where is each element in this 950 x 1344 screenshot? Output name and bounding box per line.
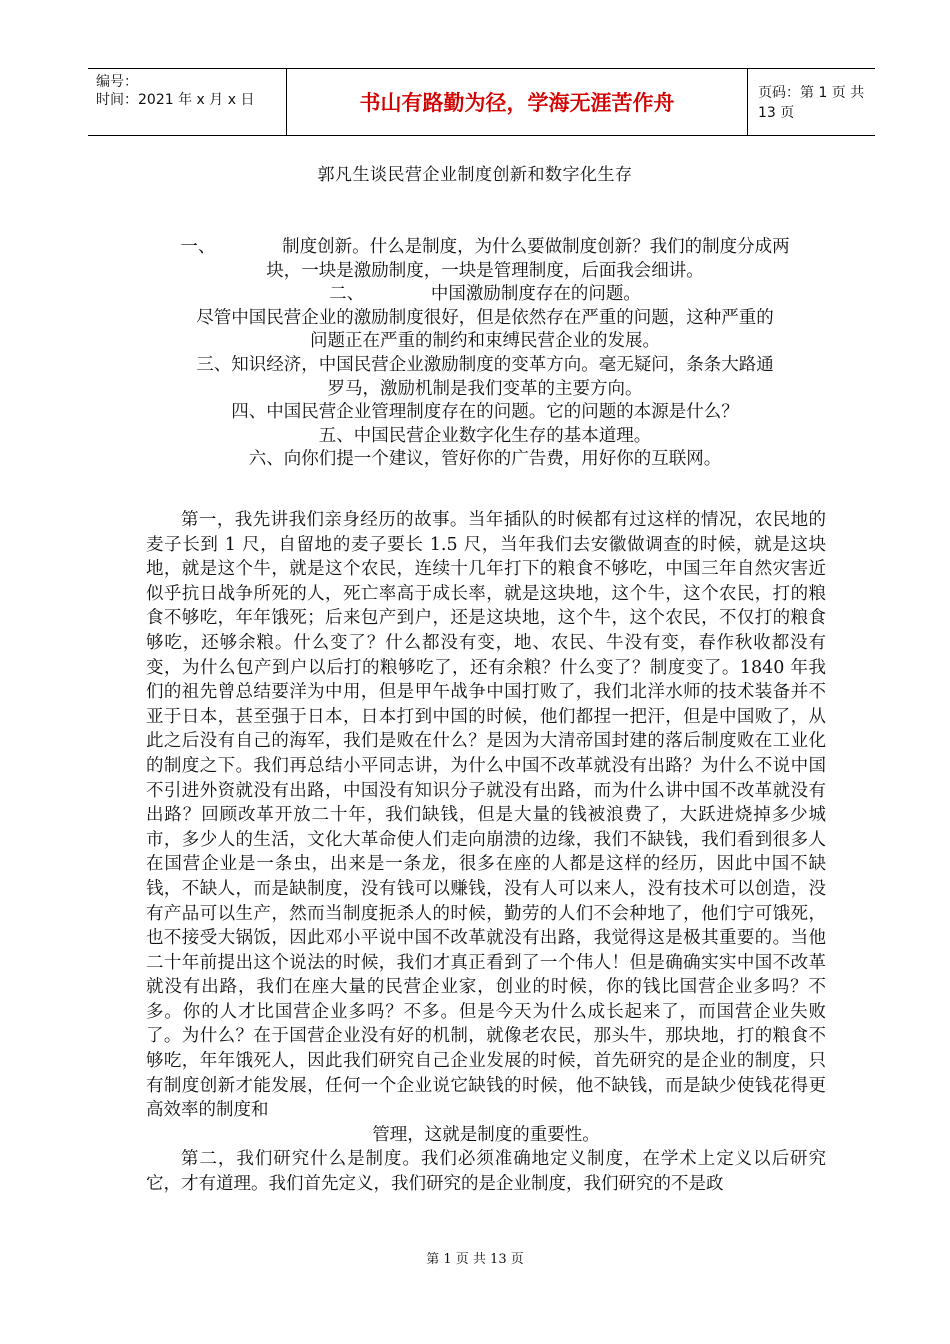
paragraph-1: 第一，我先讲我们亲身经历的故事。当年插队的时候都有过这样的情况，农民地的麦子长到 1 尺，自留地的麦子要长 1.5 尺，当年我们去安徽做调查的时候，就是这块地，就是这个牛，就是这个农民，连续十几年打下的粮食不够吃，中国三年自然灾害近似乎抗日战争所死的人，死亡率高于成长率，就是这块地，这个牛，这个农民，打的粮食不够吃，年年饿死；后来包产到户，还是这块地，这个牛，这个农民，不仅打的粮食够吃，还够余粮。什么变了？什么都没有变，地、农民、牛没有变，春作秋收都没有变，为什么包产到户以后打的粮够吃了，还有余粮？什么变了？制度变了。1840 年我们的祖先曾总结要洋为中用，但是甲午战争中国打败了，我们北洋水师的技术装备并不亚于日本，甚至强于日本，日本打到中国的时候，他们都捏一把汗，但是中国败了，从此之后没有自己的海军，我们是败在什么？是因为大清帝国封建的落后制度败在工业化的制度之下。我们再总结小平同志讲，为什么中国不改革就没有出路？为什么不说中国不引进外资就没有出路，中国没有知识分子就没有出路，而为什么讲中国不改革就没有出路？回顾改革开放二十年，我们缺钱，但是大量的钱被浪费了，大跃进烧掉多少城市，多少人的生活，文化大革命使人们走向崩溃的边缘，我们不缺钱，我们看到很多人在国营企业是一条虫，出来是一条龙，很多在座的人都是这样的经历，因此中国不缺钱，不缺人，而是缺制度，没有钱可以赚钱，没有人可以来人，没有技术可以创造，没有产品可以生产，然而当制度扼杀人的时候，勤劳的人们不会种地了，他们宁可饿死，也不接受大锅饭，因此邓小平说中国不改革就没有出路，我觉得这是极其重要的。当他二十年前提出这个说法的时候，我们才真正看到了一个伟人！但是确确实实中国不改革就没有出路，我们在座大量的民营企业家，创业的时候，你的钱比国营企业多吗？不多。你的人才比国营企业多吗？不多。但是今天为什么成长起来了，而国营企业失败了。为什么？在于国营企业没有好的机制，就像老农民，那头牛，那块地，打的粮食不够吃，年年饿死人，因此我们研究自己企业发展的时候，首先研究的是企业的制度，只有制度创新才能发展，任何一个企业说它缺钱的时候，他不缺钱，而是缺少使钱花得更高效率的制度和 xyxy=(146,510,826,1121)
outline-list xyxy=(140,236,830,472)
outline-line: 三、知识经济，中国民营企业激励制度的变革方向。毫无疑问，条条大路通 xyxy=(196,354,774,375)
outline-line: 四、中国民营企业管理制度存在的问题。它的问题的本源是什么？ xyxy=(231,402,739,423)
outline-line: 问题正在严重的制约和束缚民营企业的发展。 xyxy=(310,331,660,352)
header-motto: 书山有路勤为径，学海无涯苦作舟 xyxy=(287,69,748,135)
outline-line: 罗马，激励机制是我们变革的主要方向。 xyxy=(327,378,643,399)
header-meta-cell xyxy=(88,69,287,135)
paragraph-1-end: 管理，这就是制度的重要性。 xyxy=(372,1124,600,1145)
outline-line: 尽管中国民营企业的激励制度很好，但是依然存在严重的问题，这种严重的 xyxy=(196,307,774,328)
outline-line: 六、向你们提一个建议，管好你的广告费，用好你的互联网。 xyxy=(248,449,722,470)
paragraph-2: 第二，我们研究什么是制度。我们必须准确地定义制度，在学术上定义以后研究它，才有道理。我们首先定义，我们研究的是企业制度，我们研究的不是政 xyxy=(146,1149,826,1195)
header-page-info: 页码：第 1 页 共 13 页 xyxy=(758,85,865,121)
time-label: 时间：2021 年 x 月 x 日 xyxy=(96,92,255,108)
outline-line: 块，一块是激励制度，一块是管理制度，后面我会细讲。 xyxy=(266,260,704,281)
header-table xyxy=(88,68,875,136)
outline-line: 一、 制度创新。什么是制度，为什么要做制度创新？我们的制度分成两 xyxy=(180,237,790,257)
body-text xyxy=(146,508,826,1197)
number-label: 编号： xyxy=(96,74,138,90)
outline-line: 五、中国民营企业数字化生存的基本道理。 xyxy=(318,425,652,446)
document-title: 郭凡生谈民营企业制度创新和数字化生存 xyxy=(317,165,633,185)
page-footer: 第 1 页 共 13 页 xyxy=(426,1252,524,1267)
outline-line: 二、 中国激励制度存在的问题。 xyxy=(329,284,641,305)
